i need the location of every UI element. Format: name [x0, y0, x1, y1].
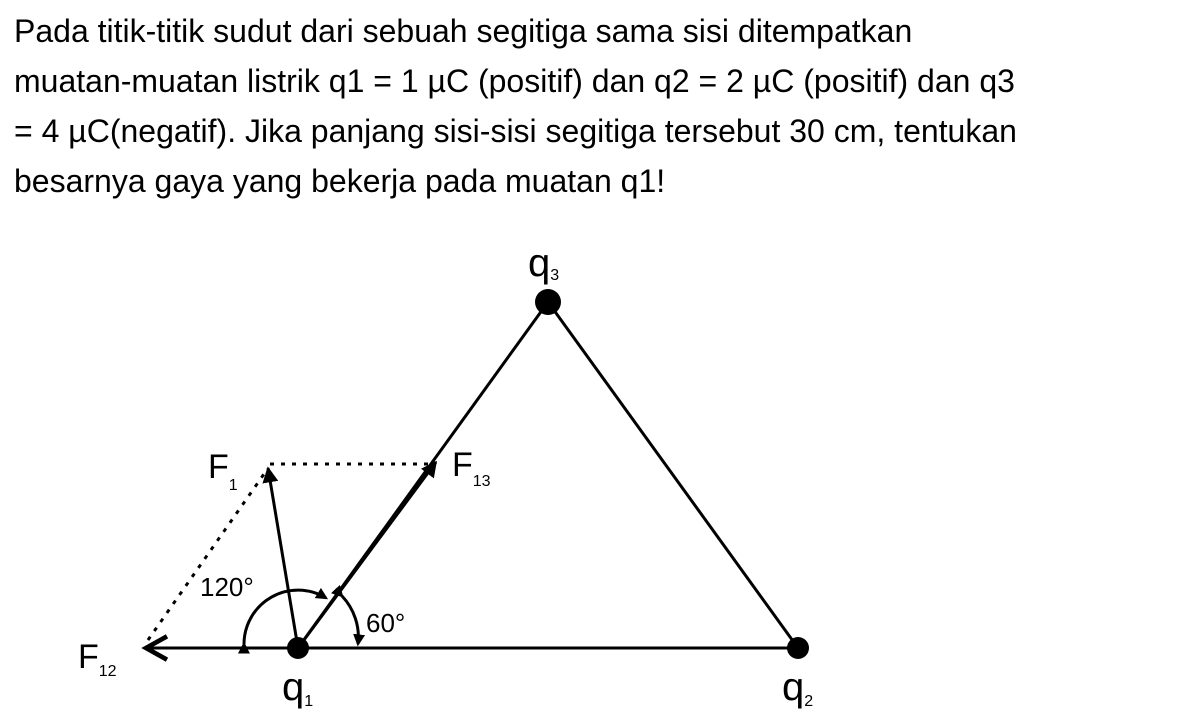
- problem-line-2: muatan-muatan listrik q1 = 1 µC (positif) dan q2 = 2 µC (positif) dan q3: [14, 63, 1015, 99]
- angle-arc-60: [342, 596, 358, 644]
- problem-line-4: besarnya gaya yang bekerja pada muatan q1!: [14, 163, 666, 199]
- label-f12: $F_{12}$: [78, 638, 117, 680]
- label-angle-60: 60°: [366, 608, 406, 638]
- label-q1: q1: [282, 665, 314, 710]
- charge-dot-q3: [535, 289, 561, 315]
- f1-arrow: [268, 468, 298, 648]
- problem-line-3: = 4 µC(negatif). Jika panjang sisi-sisi segitiga tersebut 30 cm, tentukan: [14, 113, 1017, 149]
- dotted-line-left: [148, 474, 264, 640]
- charge-dot-q2: [787, 637, 809, 659]
- angle-arc-120: [244, 590, 326, 644]
- label-f1: $F_1$: [208, 448, 238, 494]
- label-f13: $F_{13}$: [452, 446, 491, 490]
- problem-line-1: Pada titik-titik sudut dari sebuah segitiga sama sisi ditempatkan: [14, 13, 913, 49]
- label-q2: q2: [782, 665, 814, 710]
- charge-dot-q1: [287, 637, 309, 659]
- label-angle-120: 120°: [200, 572, 254, 602]
- side-q2-q3: [548, 302, 798, 648]
- label-q3: q3: [528, 241, 560, 285]
